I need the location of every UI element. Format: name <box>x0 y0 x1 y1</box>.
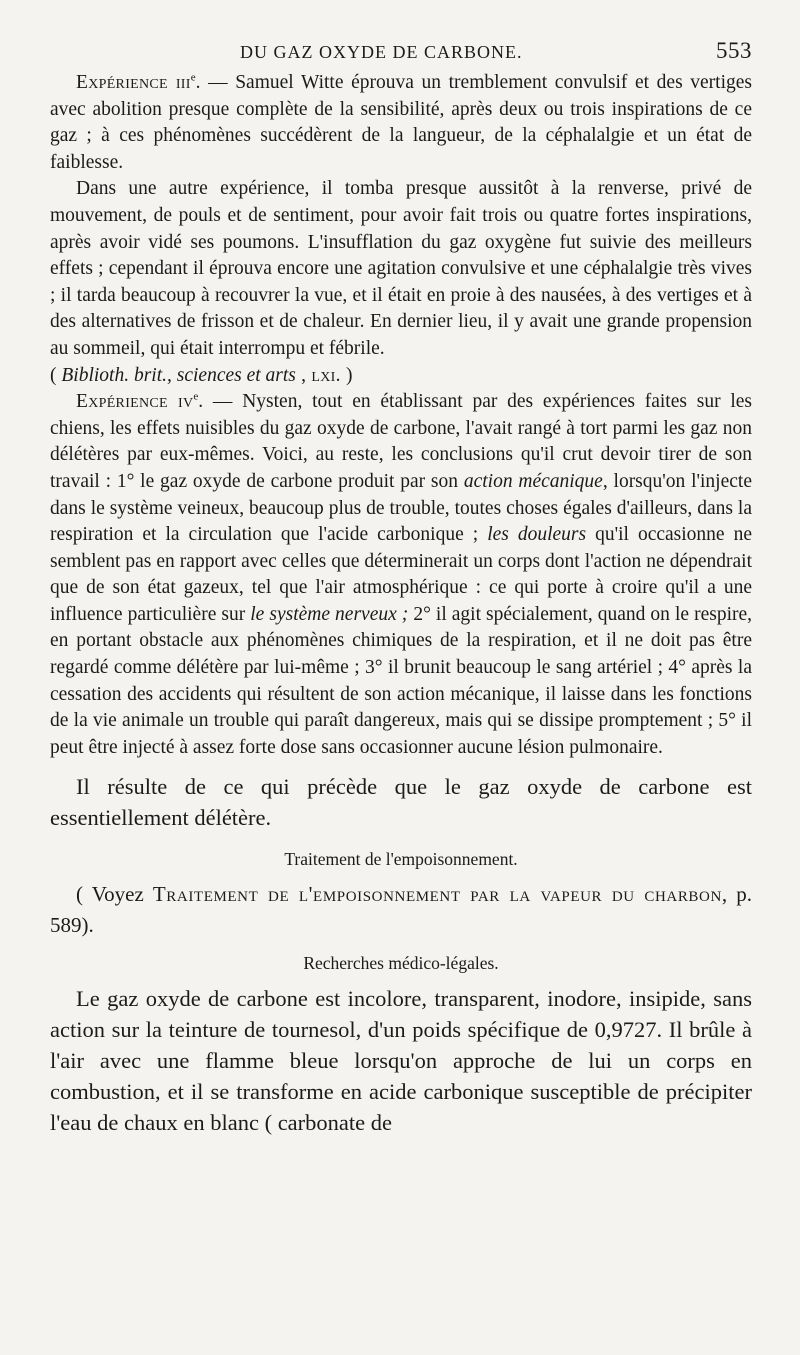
experience-3-label: Expérience iii <box>76 72 191 93</box>
page-number: 553 <box>716 38 752 63</box>
experience-4-text-4: 2° il agit spécialement, quand on le respire, en portant obstacle aux phénomènes chimiques de la respiration, et il ne doit pas être regardé comme délétère par lui-même ; 3° il brunit beaucoup le sang artériel ; 4° après la cessation des accidents qui résultent de son action mécanique, il laisse dans les fonctions de la vie animale un trouble qui paraît dangereux, mais qui se dissipe promptement ; 5° il peut être injecté à assez forte dose sans occasionner aucune lésion pulmonaire. <box>50 603 753 758</box>
experience-4-text-1: . — Nysten, tout en établissant par des expériences faites sur les chiens, les effets nuisibles du gaz oxyde de carbone, l'avait rangé à tort parmi les gaz non délétères par eux-mêmes. Voici, au reste, les conclusions qu'il crut devoir tirer de son travail : 1° le gaz oxyde de carbone produit par son <box>50 391 753 492</box>
experience-4-label-sup: e <box>193 390 199 403</box>
paragraph-experience-3-followup <box>50 176 752 389</box>
paragraph-research: Le gaz oxyde de carbone est incolore, transparent, inodore, insipide, sans action sur la teinture de tournesol, d'un poids spécifique de 0,9727. Il brûle à l'air avec une flamme bleue lorsqu'on approche de lui un corps en combustion, et il se transforme en acide carbonique susceptible de précipiter l'eau de chaux en blanc ( carbonate de <box>50 986 752 1136</box>
experience-3-label-sup: e <box>190 71 196 84</box>
experience-4-italic-2: les douleurs <box>487 524 587 546</box>
paragraph-experience-4 <box>50 389 752 761</box>
experience-4-text-3: qu'il occasionne ne semblent pas en rapport avec celles que déterminerait un corps dont l'action ne dépendrait que de son état gazeux, tel que l'air atmosphérique : ce qui porte à croire qu'il a une influence particulière sur <box>50 524 752 625</box>
experience-3-text: . — Samuel Witte éprouva un tremblement convulsif et des vertiges avec abolition presque complète de la sensibilité, après deux ou trois inspirations de ce gaz ; à ces phénomènes succédèrent de la langueur, de la céphalalgie et un état de faiblesse. <box>50 72 752 173</box>
see-title: Traitement de l'empoisonnement par la vapeur du charbon <box>152 882 722 907</box>
citation-title: Biblioth. brit., sciences et arts <box>61 364 296 386</box>
experience-4-label: Expérience iv <box>76 391 194 413</box>
citation-open: ( <box>50 364 62 386</box>
running-title: DU GAZ OXYDE DE CARBONE. <box>240 42 523 62</box>
experience-4-italic-3: le système nerveux ; <box>250 603 409 625</box>
experience-4-text-2: , lorsqu'on l'injecte dans le système veineux, beaucoup plus de trouble, toutes choses égales d'ailleurs, dans la respiration et la circulation que l'acide carbonique ; <box>50 470 752 546</box>
heading-research: Recherches médico-légales. <box>303 953 499 974</box>
paragraph-experience-3 <box>50 70 752 176</box>
citation-rest: , lxi. ) <box>295 364 353 386</box>
followup-text: Dans une autre expérience, il tomba presque aussitôt à la renverse, privé de mouvement, de pouls et de sentiment, pour avoir fait trois ou quatre fortes inspirations, après avoir vidé ses poumons. L'insufflation du gaz oxygène fut suivie des meilleurs effets ; cependant il éprouva encore une agitation convulsive et une céphalalgie très vives ; il tarda beaucoup à recouvrer la vue, et il était en proie à des nausées, à des vertiges et à des alternatives de frisson et de chaleur. En dernier lieu, il y avait une grande propension au sommeil, qui était interrompu et fébrile. <box>50 178 752 359</box>
experience-4-italic-1: action mécanique <box>463 470 603 492</box>
heading-treatment: Traitement de l'empoisonnement. <box>284 849 518 870</box>
paragraph-see-reference <box>50 879 752 941</box>
see-page: , p. 589). <box>50 882 752 938</box>
see-open: ( Voyez <box>76 882 153 907</box>
running-header <box>50 34 752 70</box>
paragraph-conclusion: Il résulte de ce qui précède que le gaz oxyde de carbone est essentiellement délétère. <box>50 774 752 831</box>
